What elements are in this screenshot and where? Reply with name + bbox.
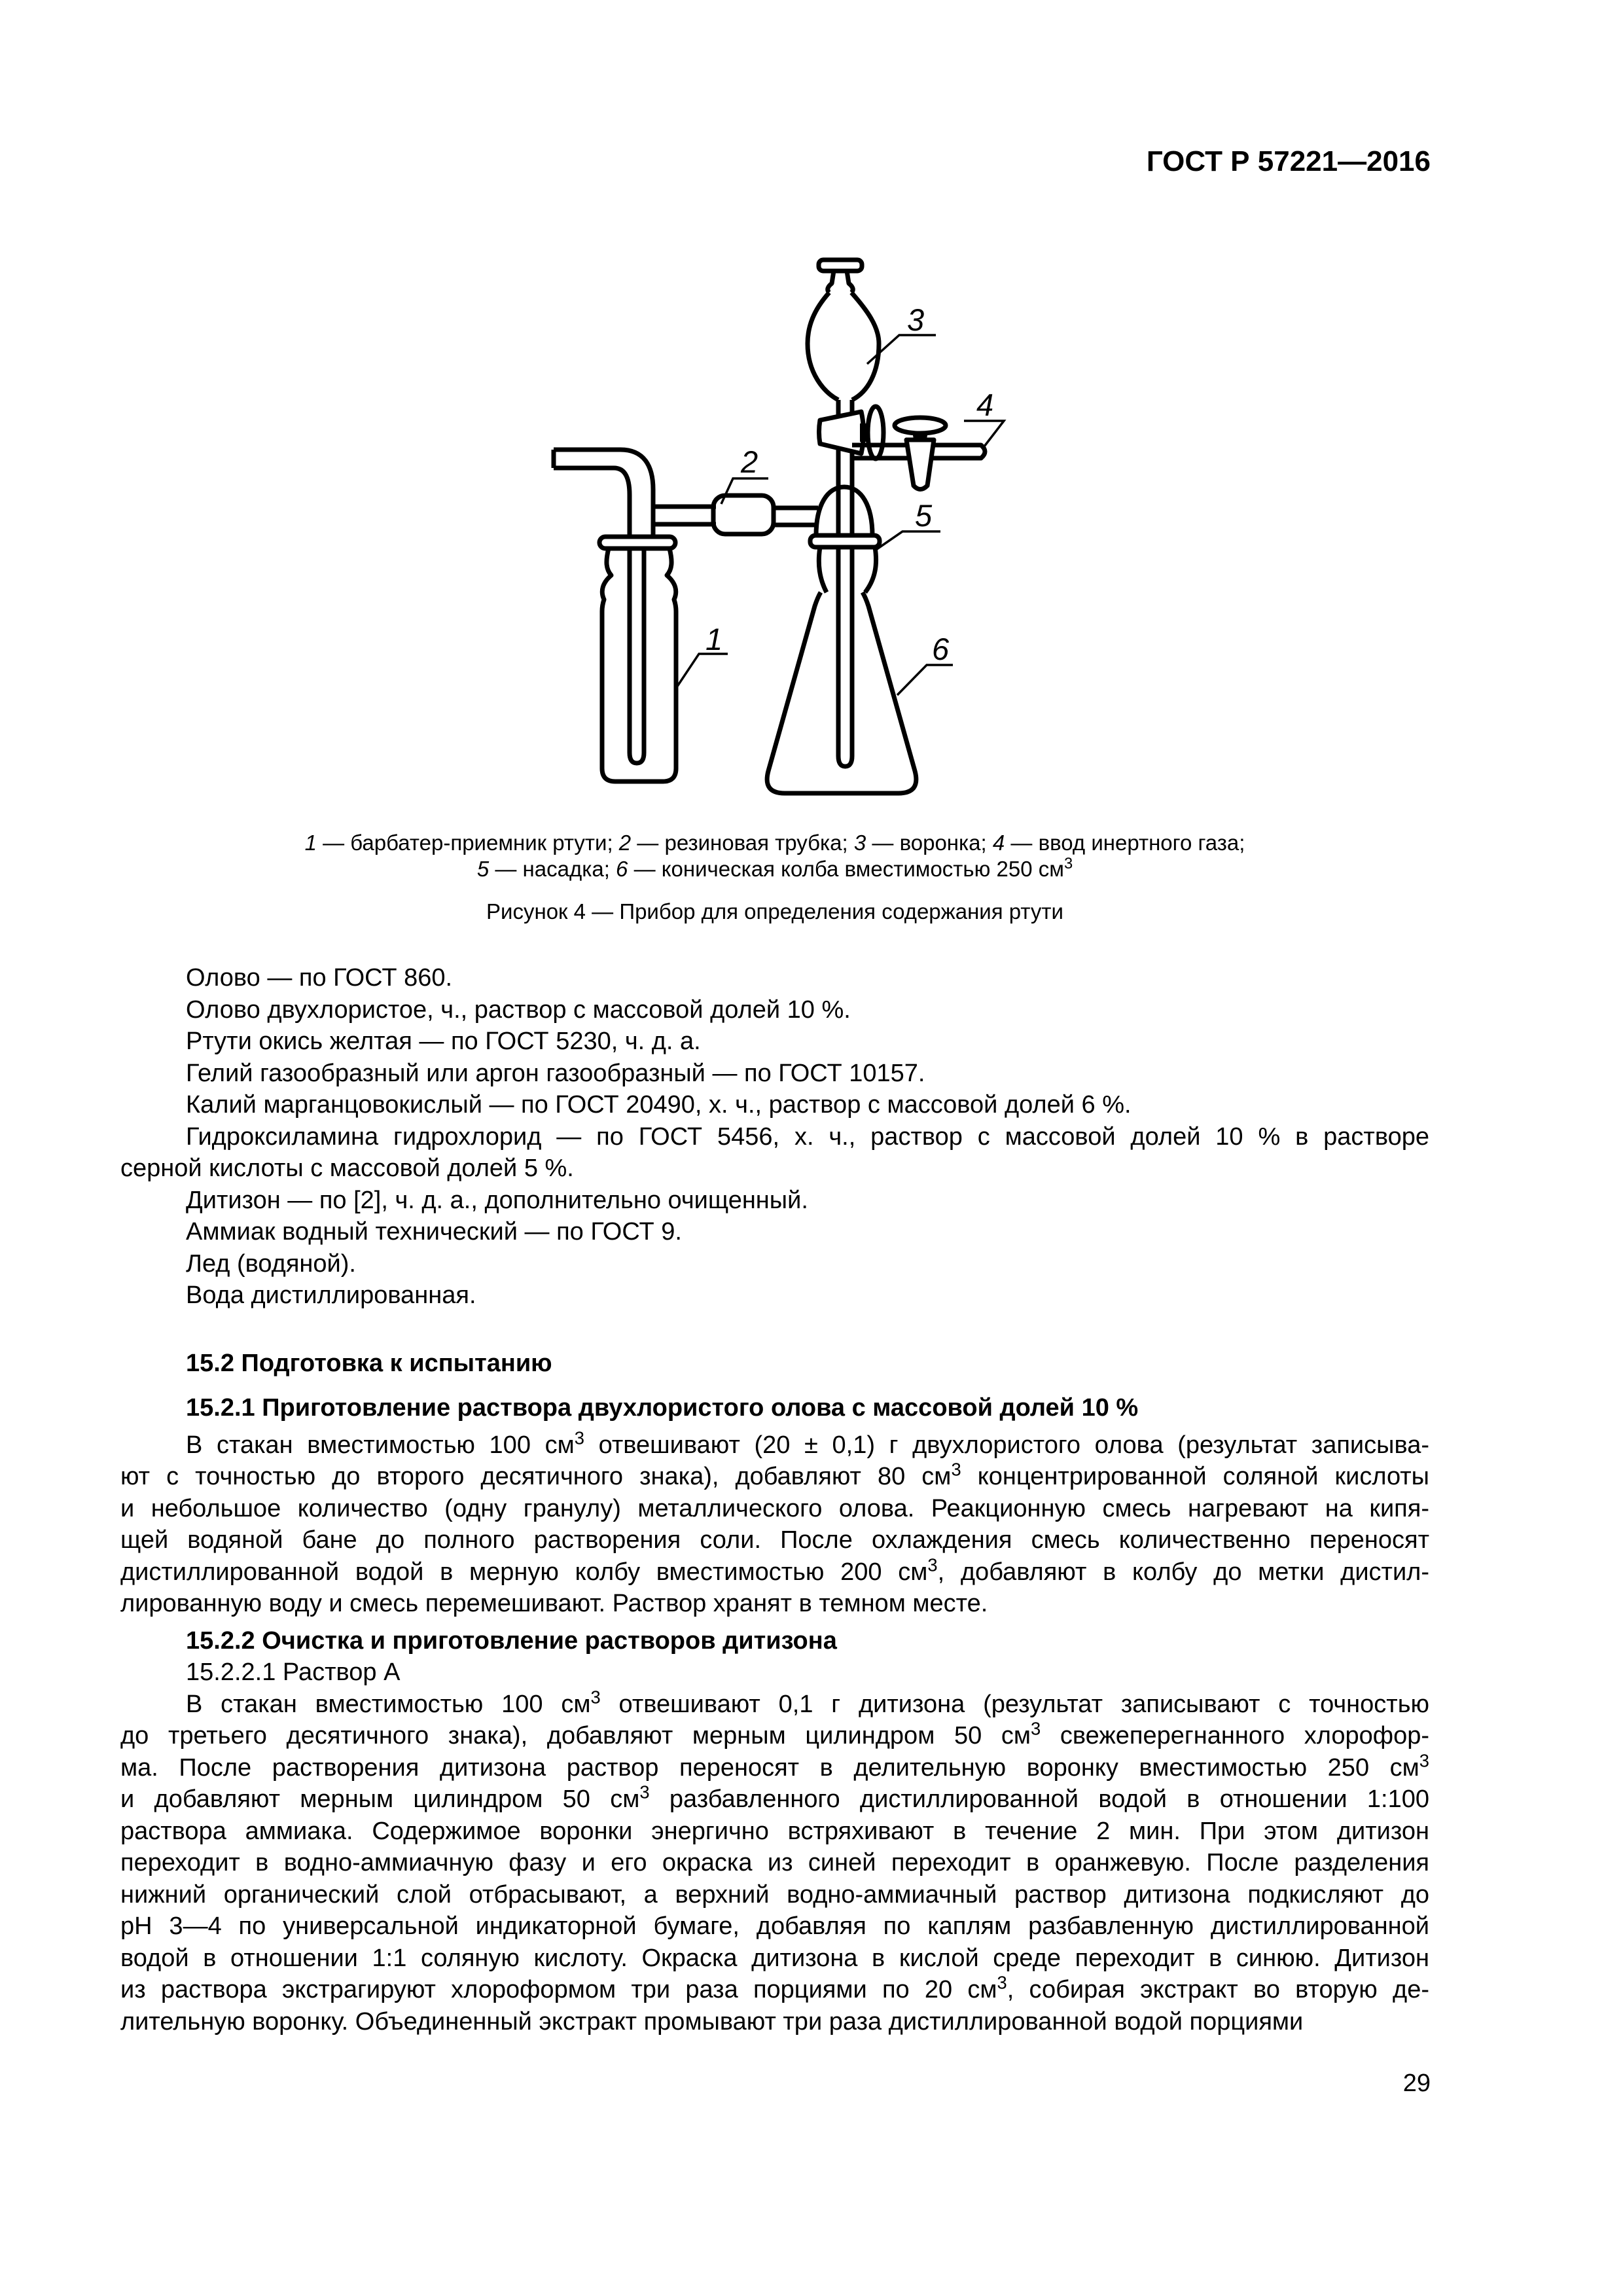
leader-line-2: [721, 478, 768, 504]
figure-caption-line: [120, 856, 1429, 882]
figure-label-5: 5: [915, 498, 933, 533]
body-line: В стакан вместимостью 100 $см^3$ отвешивают (20 ± 0,1) г двухлористого олова (результат записыва-: [186, 1427, 1429, 1459]
funnel-stopcock-handle: [868, 406, 883, 459]
wash-bottle-body: [602, 548, 676, 781]
wash-bottle-flange: [599, 537, 675, 548]
body-line: серной кислоты с массовой долей 5 %.: [120, 1155, 574, 1182]
connecting-tube-left: [652, 507, 716, 524]
body-line: переходит в водно-аммиачную фазу и его окраска из синей переходит в оранжевую. После разделения: [120, 1849, 1429, 1876]
section-heading: 15.2.2 Очистка и приготовление растворов дитизона: [186, 1626, 837, 1655]
leader-line-1: [677, 654, 728, 687]
figure-caption: [120, 830, 1429, 882]
body-line: ют с точностью до второго десятичного знака), добавляют 80 $см^3$ концентрированной соляной кислоты: [120, 1459, 1429, 1490]
gas-stopcock-cone: [906, 440, 934, 490]
body-line: Калий марганцовокислый — по ГОСТ 20490, х. ч., раствор с массовой долей 6 %.: [186, 1091, 1132, 1119]
body-line: из раствора экстрагируют хлороформом три раза порциями по 20 $см^3$, собирая экстракт во вторую де-: [120, 1972, 1429, 2003]
body-line: ма. После растворения дитизона раствор переносят в делительную воронку вместимостью 250 $см^3$: [120, 1749, 1429, 1782]
wash-bottle-dip-tube: [554, 468, 644, 763]
figure-diagram: [524, 249, 1034, 805]
body-line: и небольшое количество (одну гранулу) металлического олова. Реакционную смесь нагревают на кипя-: [120, 1494, 1429, 1522]
caption-ref-number: 4: [992, 831, 1005, 855]
caption-text: — насадка;: [489, 857, 616, 881]
leader-line-6: [897, 665, 953, 695]
figure-label-2: 2: [741, 444, 758, 479]
body-line: Олово двухлористое, ч., раствор с массовой долей 10 %.: [186, 996, 851, 1024]
section-heading: 15.2 Подготовка к испытанию: [186, 1349, 552, 1377]
gas-stopcock-handle: [895, 418, 946, 433]
wash-bottle-inlet-tube: [554, 450, 653, 538]
caption-text: — резиновая трубка;: [631, 831, 854, 855]
figure-label-6: 6: [932, 632, 950, 666]
caption-ref-number: 2: [618, 831, 632, 855]
caption-text: — ввод инертного газа;: [1005, 831, 1245, 855]
body-line: лированную воду и смесь перемешивают. Раствор хранят в темном месте.: [120, 1590, 988, 1617]
figure-label-4: 4: [976, 387, 994, 422]
connecting-tube-right: [772, 508, 818, 525]
document-header: ГОСТ Р 57221—2016: [1146, 145, 1431, 177]
funnel-stem: [838, 400, 852, 756]
body-line: Олово — по ГОСТ 860.: [186, 964, 453, 992]
body-line: Лед (водяной).: [186, 1249, 356, 1278]
body-line: нижний органический слой отбрасывают, а верхний водно-аммиачный раствор дитизона подкисляют до: [120, 1880, 1429, 1909]
caption-ref-number: 6: [616, 857, 628, 881]
body-line: Дитизон — по [2], ч. д. а., дополнительно очищенный.: [186, 1186, 808, 1214]
section-heading: 15.2.1 Приготовление раствора двухлористого олова с массовой долей 10 %: [186, 1394, 1139, 1422]
nozzle-cone: [819, 547, 876, 592]
body-line: Аммиак водный технический — по ГОСТ 9.: [186, 1218, 682, 1246]
body-line: pH 3—4 по универсальной индикаторной бумаге, добавляя по каплям разбавленную дистиллированной: [120, 1912, 1429, 1940]
caption-ref-number: 3: [853, 831, 866, 855]
connecting-tube: [652, 495, 818, 534]
body-text: [120, 962, 1429, 2037]
leader-line-4: [964, 421, 1004, 446]
funnel-body: [808, 293, 879, 400]
figure-labels: [705, 302, 993, 666]
figure-label-3: 3: [907, 302, 925, 337]
figure-caption-line: [120, 830, 1429, 856]
funnel-stem-tip: [838, 756, 852, 766]
nozzle-flange: [810, 535, 880, 547]
figure-title: Рисунок 4 — Прибор для определения содержания ртути: [486, 899, 1063, 924]
figure-label-1: 1: [705, 622, 723, 656]
body-line: щей водяной бане до полного растворения соли. После охлаждения смесь количественно переносят: [120, 1526, 1429, 1554]
funnel-stopper-knob: [819, 260, 862, 271]
body-line: и добавляют мерным цилиндром 50 $см^3$ разбавленного дистиллированной водой в отношении 1:100: [120, 1782, 1429, 1813]
caption-text: — воронка;: [866, 831, 993, 855]
page-number: 29: [1402, 2070, 1431, 2097]
body-line: раствора аммиака. Содержимое воронки энергично встряхивают в течение 2 мин. При этом дитизон: [120, 1817, 1429, 1845]
body-line: Вода дистиллированная.: [186, 1282, 476, 1309]
wash-bottle: [554, 450, 676, 781]
caption-ref-number: 1: [304, 831, 317, 855]
nozzle: [810, 487, 880, 592]
leader-line-5: [875, 531, 940, 550]
body-line: дистиллированной водой в мерную колбу вместимостью 200 $см^3$, добавляют в колбу до метки дистил-: [120, 1554, 1430, 1586]
body-line: лительную воронку. Объединенный экстракт промывают три раза дистиллированной водой порциями: [120, 2007, 1304, 2036]
body-line: Гелий газообразный или аргон газообразный — по ГОСТ 10157.: [186, 1059, 925, 1087]
body-line: водой в отношении 1:1 соляную кислоту. Окраска дитизона в кислой среде переходит в синюю. Дитизон: [120, 1944, 1429, 1972]
body-line: В стакан вместимостью 100 $см^3$ отвешивают 0,1 г дитизона (результат записывают с точностью: [186, 1686, 1430, 1718]
body-line: Ртути окись желтая — по ГОСТ 5230, ч. д. а.: [186, 1028, 701, 1055]
caption-text: — коническая колба вместимостью 250 $см^3$: [628, 855, 1073, 881]
body-line: Гидроксиламина гидрохлорид — по ГОСТ 5456, х. ч., раствор с массовой долей 10 % в растворе: [186, 1122, 1429, 1151]
body-line: 15.2.2.1 Раствор А: [186, 1659, 401, 1686]
caption-text: — барбатер-приемник ртути;: [316, 831, 619, 855]
body-line: до третьего десятичного знака), добавляют мерным цилиндром 50 $см^3$ свежеперегнанного хлорофор-: [120, 1718, 1429, 1749]
nozzle-dome: [816, 487, 872, 535]
caption-ref-number: 5: [476, 857, 490, 881]
funnel-neck: [828, 271, 853, 293]
